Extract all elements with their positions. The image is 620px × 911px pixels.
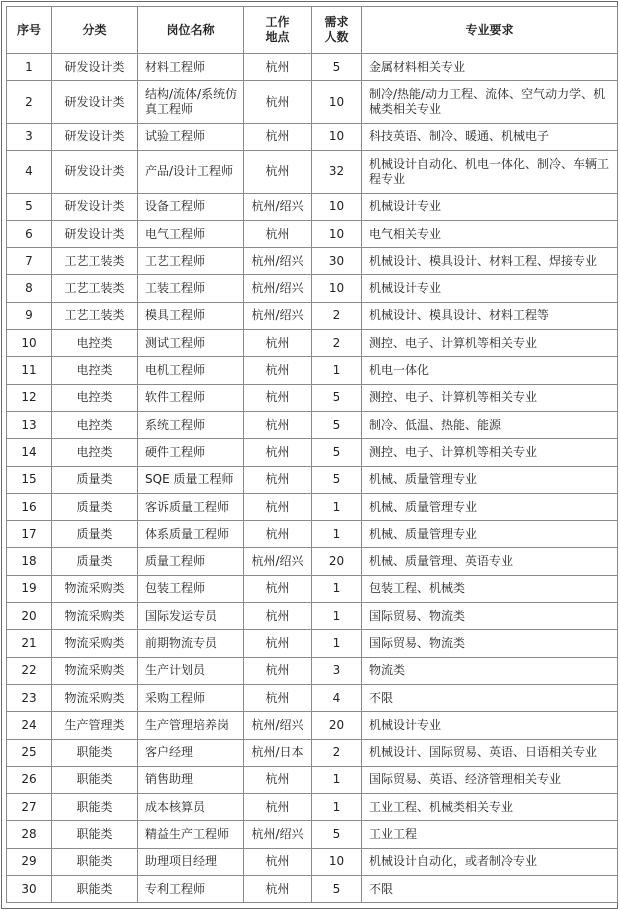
- cell-index: 29: [7, 848, 52, 875]
- cell-requirement: 物流类: [362, 657, 618, 684]
- cell-category: 物流采购类: [52, 657, 138, 684]
- cell-requirement: 测控、电子、计算机等相关专业: [362, 384, 618, 411]
- cell-category: 研发设计类: [52, 123, 138, 150]
- table-row: [7, 657, 618, 684]
- cell-requirement: 科技英语、制冷、暖通、机械电子: [362, 123, 618, 150]
- cell-category: 工艺工装类: [52, 248, 138, 275]
- cell-position: 采购工程师: [138, 684, 244, 711]
- table-row: [7, 493, 618, 520]
- cell-requirement: 机械设计专业: [362, 712, 618, 739]
- cell-count: 1: [312, 575, 362, 602]
- cell-requirement: 测控、电子、计算机等相关专业: [362, 439, 618, 466]
- cell-count: 1: [312, 766, 362, 793]
- table-row: [7, 439, 618, 466]
- cell-requirement: 机械设计、模具设计、材料工程等: [362, 302, 618, 329]
- cell-count: 5: [312, 466, 362, 493]
- table-row: [7, 466, 618, 493]
- cell-position: 销售助理: [138, 766, 244, 793]
- cell-count: 1: [312, 357, 362, 384]
- cell-location: 杭州: [244, 330, 312, 357]
- header-position: 岗位名称: [138, 7, 244, 54]
- cell-category: 质量类: [52, 521, 138, 548]
- cell-index: 8: [7, 275, 52, 302]
- cell-index: 19: [7, 575, 52, 602]
- cell-position: 结构/流体/系统仿真工程师: [138, 81, 244, 124]
- cell-count: 1: [312, 630, 362, 657]
- table-body: [7, 54, 618, 903]
- header-requirement: 专业要求: [362, 7, 618, 54]
- cell-requirement: 机械设计、模具设计、材料工程、焊接专业: [362, 248, 618, 275]
- cell-requirement: 不限: [362, 876, 618, 903]
- cell-count: 3: [312, 657, 362, 684]
- cell-position: 包装工程师: [138, 575, 244, 602]
- table-row: [7, 123, 618, 150]
- cell-location: 杭州/绍兴: [244, 248, 312, 275]
- cell-location: 杭州: [244, 151, 312, 194]
- cell-count: 32: [312, 151, 362, 194]
- table-row: [7, 630, 618, 657]
- cell-position: 试验工程师: [138, 123, 244, 150]
- cell-count: 5: [312, 384, 362, 411]
- cell-requirement: 机电一体化: [362, 357, 618, 384]
- table-row: [7, 151, 618, 194]
- cell-position: 模具工程师: [138, 302, 244, 329]
- cell-category: 研发设计类: [52, 54, 138, 81]
- cell-category: 物流采购类: [52, 603, 138, 630]
- job-table: [6, 6, 618, 903]
- cell-position: 质量工程师: [138, 548, 244, 575]
- cell-location: 杭州: [244, 657, 312, 684]
- cell-index: 23: [7, 684, 52, 711]
- cell-position: 材料工程师: [138, 54, 244, 81]
- cell-location: 杭州/日本: [244, 739, 312, 766]
- cell-requirement: 机械、质量管理、英语专业: [362, 548, 618, 575]
- header-count: [312, 7, 362, 54]
- cell-index: 4: [7, 151, 52, 194]
- cell-category: 职能类: [52, 821, 138, 848]
- cell-position: 工装工程师: [138, 275, 244, 302]
- cell-requirement: 机械设计自动化，或者制冷专业: [362, 848, 618, 875]
- cell-index: 20: [7, 603, 52, 630]
- cell-count: 10: [312, 123, 362, 150]
- cell-category: 质量类: [52, 548, 138, 575]
- cell-index: 13: [7, 411, 52, 438]
- cell-category: 工艺工装类: [52, 302, 138, 329]
- cell-index: 16: [7, 493, 52, 520]
- cell-index: 9: [7, 302, 52, 329]
- cell-category: 研发设计类: [52, 220, 138, 247]
- table-row: [7, 384, 618, 411]
- cell-position: 专利工程师: [138, 876, 244, 903]
- table-row: [7, 521, 618, 548]
- cell-index: 30: [7, 876, 52, 903]
- cell-location: 杭州/绍兴: [244, 302, 312, 329]
- cell-index: 14: [7, 439, 52, 466]
- cell-category: 电控类: [52, 439, 138, 466]
- cell-location: 杭州: [244, 54, 312, 81]
- cell-category: 研发设计类: [52, 81, 138, 124]
- cell-index: 7: [7, 248, 52, 275]
- cell-category: 质量类: [52, 493, 138, 520]
- cell-category: 工艺工装类: [52, 275, 138, 302]
- cell-count: 10: [312, 81, 362, 124]
- cell-index: 3: [7, 123, 52, 150]
- cell-count: 10: [312, 275, 362, 302]
- header-count-line2: 人数: [324, 30, 349, 44]
- cell-requirement: 金属材料相关专业: [362, 54, 618, 81]
- cell-index: 12: [7, 384, 52, 411]
- cell-requirement: 国际贸易、物流类: [362, 603, 618, 630]
- cell-count: 10: [312, 193, 362, 220]
- table-row: [7, 766, 618, 793]
- cell-count: 2: [312, 739, 362, 766]
- cell-index: 22: [7, 657, 52, 684]
- cell-position: 设备工程师: [138, 193, 244, 220]
- cell-position: 精益生产工程师: [138, 821, 244, 848]
- cell-requirement: 国际贸易、英语、经济管理相关专业: [362, 766, 618, 793]
- document-frame: [1, 1, 618, 909]
- cell-location: 杭州/绍兴: [244, 821, 312, 848]
- cell-category: 电控类: [52, 330, 138, 357]
- cell-count: 20: [312, 548, 362, 575]
- cell-index: 15: [7, 466, 52, 493]
- cell-category: 研发设计类: [52, 151, 138, 194]
- table-header: [7, 7, 618, 54]
- cell-requirement: 不限: [362, 684, 618, 711]
- cell-count: 2: [312, 302, 362, 329]
- cell-location: 杭州: [244, 766, 312, 793]
- cell-position: 测试工程师: [138, 330, 244, 357]
- cell-location: 杭州: [244, 684, 312, 711]
- header-index: 序号: [7, 7, 52, 54]
- table-row: [7, 876, 618, 903]
- cell-requirement: 工业工程: [362, 821, 618, 848]
- cell-index: 21: [7, 630, 52, 657]
- cell-count: 10: [312, 848, 362, 875]
- header-location: [244, 7, 312, 54]
- cell-count: 1: [312, 521, 362, 548]
- table-row: [7, 275, 618, 302]
- cell-index: 25: [7, 739, 52, 766]
- table-row: [7, 548, 618, 575]
- cell-category: 物流采购类: [52, 684, 138, 711]
- cell-position: SQE 质量工程师: [138, 466, 244, 493]
- cell-category: 职能类: [52, 739, 138, 766]
- cell-count: 5: [312, 54, 362, 81]
- cell-location: 杭州: [244, 466, 312, 493]
- cell-location: 杭州/绍兴: [244, 712, 312, 739]
- header-location-line1: 工作: [265, 15, 290, 29]
- cell-count: 20: [312, 712, 362, 739]
- cell-position: 体系质量工程师: [138, 521, 244, 548]
- cell-requirement: 机械设计、国际贸易、英语、日语相关专业: [362, 739, 618, 766]
- cell-requirement: 制冷/热能/动力工程、流体、空气动力学、机械类相关专业: [362, 81, 618, 124]
- cell-location: 杭州: [244, 357, 312, 384]
- table-row: [7, 330, 618, 357]
- cell-count: 10: [312, 220, 362, 247]
- cell-position: 客诉质量工程师: [138, 493, 244, 520]
- cell-index: 17: [7, 521, 52, 548]
- cell-position: 生产管理培养岗: [138, 712, 244, 739]
- cell-count: 4: [312, 684, 362, 711]
- cell-position: 产品/设计工程师: [138, 151, 244, 194]
- cell-location: 杭州/绍兴: [244, 193, 312, 220]
- cell-position: 生产计划员: [138, 657, 244, 684]
- cell-index: 6: [7, 220, 52, 247]
- cell-position: 前期物流专员: [138, 630, 244, 657]
- cell-requirement: 机械、质量管理专业: [362, 521, 618, 548]
- cell-category: 电控类: [52, 411, 138, 438]
- cell-location: 杭州: [244, 630, 312, 657]
- table-row: [7, 81, 618, 124]
- cell-location: 杭州: [244, 794, 312, 821]
- cell-requirement: 机械、质量管理专业: [362, 493, 618, 520]
- cell-position: 助理项目经理: [138, 848, 244, 875]
- cell-requirement: 机械、质量管理专业: [362, 466, 618, 493]
- table-row: [7, 220, 618, 247]
- table-row: [7, 411, 618, 438]
- header-category: 分类: [52, 7, 138, 54]
- cell-position: 电机工程师: [138, 357, 244, 384]
- cell-index: 10: [7, 330, 52, 357]
- cell-location: 杭州: [244, 81, 312, 124]
- table-row: [7, 357, 618, 384]
- cell-category: 物流采购类: [52, 575, 138, 602]
- cell-position: 软件工程师: [138, 384, 244, 411]
- cell-count: 5: [312, 411, 362, 438]
- cell-count: 1: [312, 794, 362, 821]
- cell-requirement: 机械设计专业: [362, 275, 618, 302]
- table-row: [7, 54, 618, 81]
- cell-location: 杭州: [244, 575, 312, 602]
- cell-category: 物流采购类: [52, 630, 138, 657]
- table-row: [7, 248, 618, 275]
- table-row: [7, 739, 618, 766]
- cell-category: 研发设计类: [52, 193, 138, 220]
- cell-location: 杭州: [244, 493, 312, 520]
- cell-position: 硬件工程师: [138, 439, 244, 466]
- cell-requirement: 国际贸易、物流类: [362, 630, 618, 657]
- cell-count: 5: [312, 821, 362, 848]
- cell-position: 电气工程师: [138, 220, 244, 247]
- cell-requirement: 机械设计自动化、机电一体化、制冷、车辆工程专业: [362, 151, 618, 194]
- table-row: [7, 684, 618, 711]
- cell-category: 职能类: [52, 766, 138, 793]
- cell-location: 杭州: [244, 876, 312, 903]
- cell-category: 职能类: [52, 794, 138, 821]
- cell-requirement: 包装工程、机械类: [362, 575, 618, 602]
- cell-count: 1: [312, 603, 362, 630]
- cell-position: 成本核算员: [138, 794, 244, 821]
- cell-location: 杭州: [244, 603, 312, 630]
- cell-requirement: 测控、电子、计算机等相关专业: [362, 330, 618, 357]
- cell-category: 职能类: [52, 848, 138, 875]
- cell-index: 11: [7, 357, 52, 384]
- cell-index: 24: [7, 712, 52, 739]
- cell-location: 杭州/绍兴: [244, 275, 312, 302]
- cell-requirement: 工业工程、机械类相关专业: [362, 794, 618, 821]
- table-row: [7, 848, 618, 875]
- cell-index: 26: [7, 766, 52, 793]
- cell-location: 杭州/绍兴: [244, 548, 312, 575]
- cell-position: 客户经理: [138, 739, 244, 766]
- cell-index: 1: [7, 54, 52, 81]
- cell-requirement: 制冷、低温、热能、能源: [362, 411, 618, 438]
- cell-index: 18: [7, 548, 52, 575]
- table-row: [7, 821, 618, 848]
- cell-location: 杭州: [244, 411, 312, 438]
- cell-category: 生产管理类: [52, 712, 138, 739]
- cell-requirement: 机械设计专业: [362, 193, 618, 220]
- cell-location: 杭州: [244, 123, 312, 150]
- table-row: [7, 603, 618, 630]
- table-row: [7, 302, 618, 329]
- cell-location: 杭州: [244, 384, 312, 411]
- cell-requirement: 电气相关专业: [362, 220, 618, 247]
- cell-category: 电控类: [52, 357, 138, 384]
- cell-index: 2: [7, 81, 52, 124]
- cell-count: 2: [312, 330, 362, 357]
- cell-category: 质量类: [52, 466, 138, 493]
- cell-count: 5: [312, 439, 362, 466]
- cell-location: 杭州: [244, 220, 312, 247]
- cell-category: 职能类: [52, 876, 138, 903]
- cell-index: 28: [7, 821, 52, 848]
- cell-count: 30: [312, 248, 362, 275]
- table-row: [7, 794, 618, 821]
- cell-location: 杭州: [244, 848, 312, 875]
- cell-count: 5: [312, 876, 362, 903]
- cell-position: 国际发运专员: [138, 603, 244, 630]
- cell-location: 杭州: [244, 439, 312, 466]
- cell-category: 电控类: [52, 384, 138, 411]
- table-row: [7, 575, 618, 602]
- cell-position: 工艺工程师: [138, 248, 244, 275]
- table-row: [7, 193, 618, 220]
- header-location-line2: 地点: [265, 30, 290, 44]
- cell-index: 5: [7, 193, 52, 220]
- cell-position: 系统工程师: [138, 411, 244, 438]
- table-row: [7, 712, 618, 739]
- cell-count: 1: [312, 493, 362, 520]
- cell-location: 杭州: [244, 521, 312, 548]
- header-count-line1: 需求: [324, 15, 349, 29]
- cell-index: 27: [7, 794, 52, 821]
